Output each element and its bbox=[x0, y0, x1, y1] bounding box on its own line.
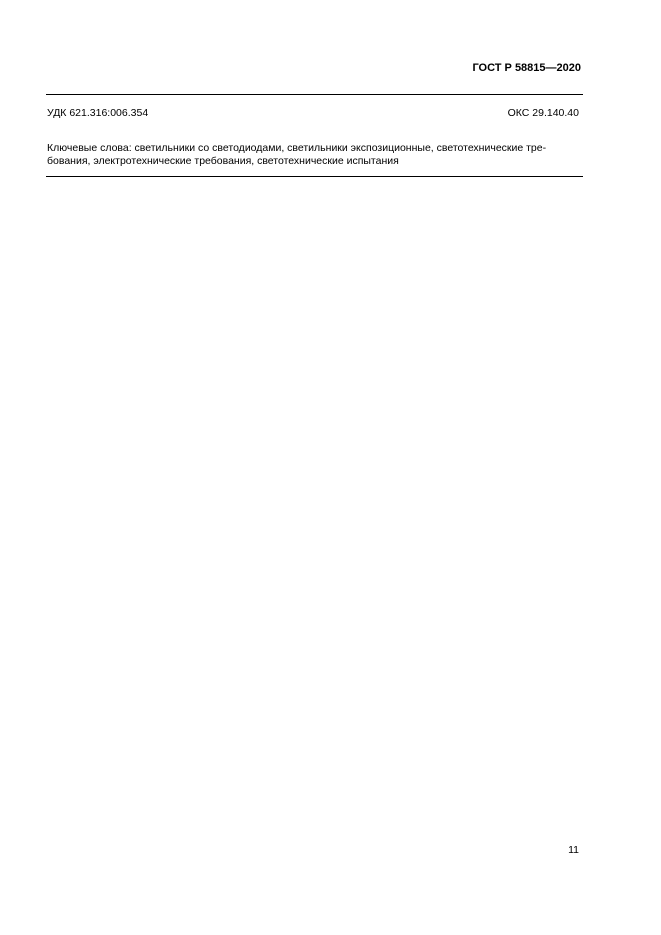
keywords-block bbox=[47, 142, 546, 168]
bottom-divider bbox=[46, 176, 583, 177]
oks-code: ОКС 29.140.40 bbox=[507, 107, 579, 119]
top-divider bbox=[46, 94, 583, 95]
keywords-line-1: Ключевые слова: светильники со светодиодами, светильники экспозиционные, светотехнические тре- bbox=[47, 142, 547, 154]
standard-code: ГОСТ Р 58815—2020 bbox=[472, 62, 581, 74]
udk-code: УДК 621.316:006.354 bbox=[47, 107, 149, 119]
keywords-line-2: бования, электротехнические требования, светотехнические испытания bbox=[47, 155, 399, 167]
page-number: 11 bbox=[568, 844, 579, 856]
